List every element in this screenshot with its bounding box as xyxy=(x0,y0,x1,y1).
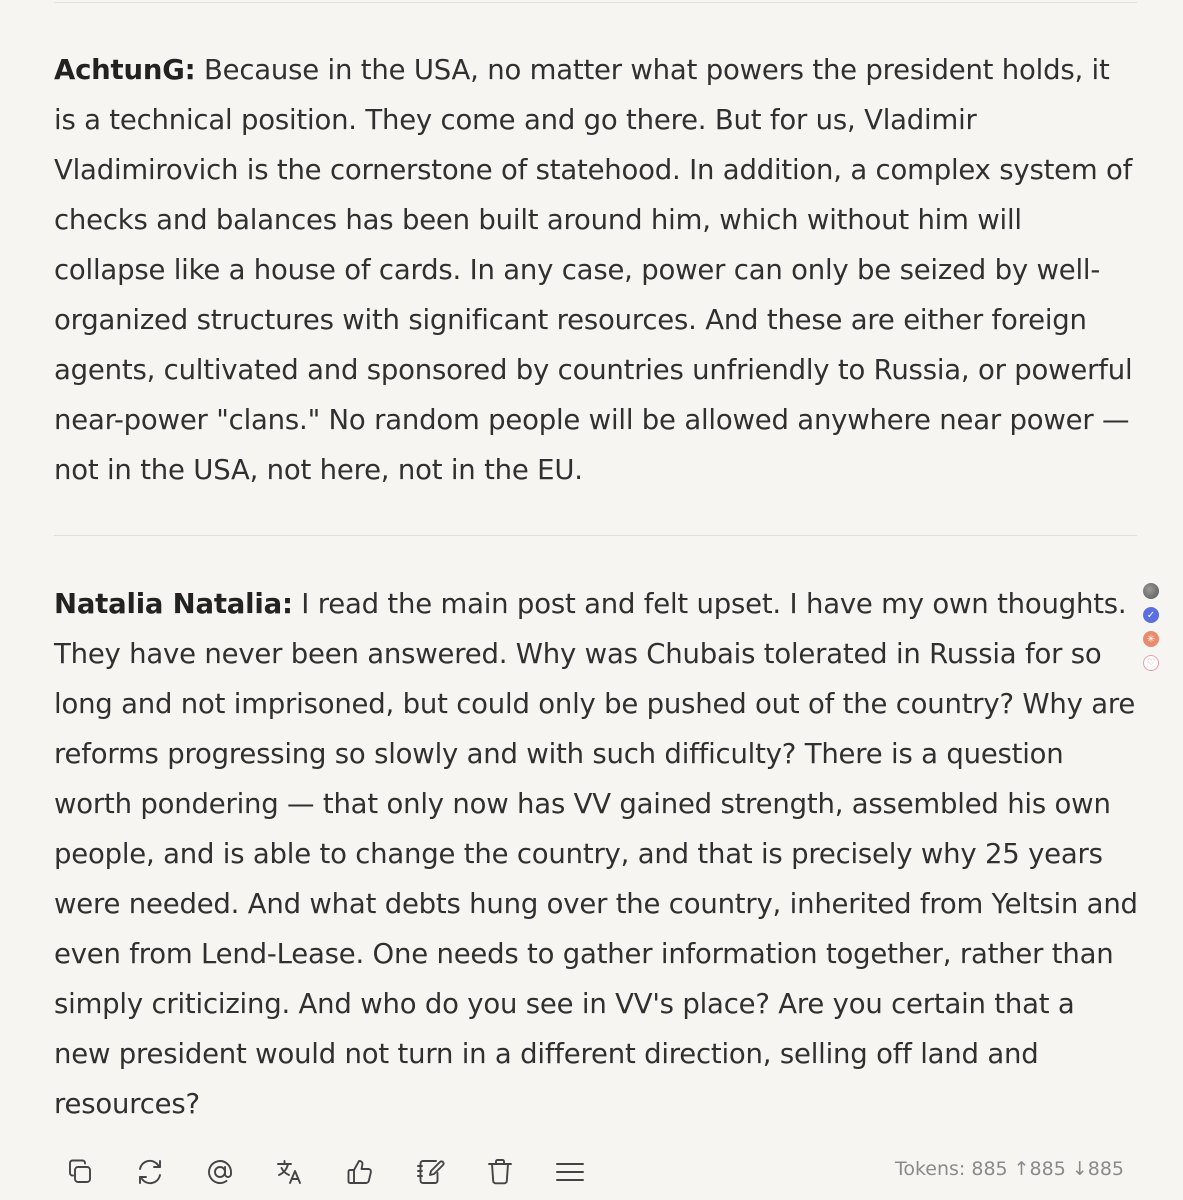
model-avatar-icon[interactable] xyxy=(1143,583,1159,599)
comment-achtung xyxy=(54,45,1138,495)
token-counter xyxy=(895,1158,1124,1180)
tokens-total: Tokens: 885 xyxy=(894,1158,1008,1180)
comment-author: AchtunG: xyxy=(54,54,196,86)
comment-text: Because in the USA, no matter what powers the president holds, it is a technical position. They come and go there. But for us, Vladimir Vladimirovich is the cornerstone of statehood. In addition, a complex system of checks and balances has been built around him, which without him will collapse like a house of cards. In any case, power can only be seized by well-organized structures with significant resources. And these are either foreign agents, cultivated and sponsored by countries unfriendly to Russia, or powerful near-power "clans." No random people will be allowed anywhere near power — not in the USA, not here, not in the EU. xyxy=(54,54,1133,486)
translate-button[interactable] xyxy=(270,1152,310,1192)
menu-button[interactable] xyxy=(550,1152,590,1192)
like-button[interactable] xyxy=(340,1152,380,1192)
edit-button[interactable] xyxy=(410,1152,450,1192)
comment-natalia xyxy=(54,579,1138,1129)
model-icons-column xyxy=(1143,583,1163,679)
delete-button[interactable] xyxy=(480,1152,520,1192)
edit-icon xyxy=(414,1156,446,1188)
tokens-up: ↑885 xyxy=(1013,1158,1066,1180)
model-heart-icon[interactable]: ♡ xyxy=(1143,655,1159,671)
copy-icon xyxy=(64,1156,96,1188)
model-spark-icon[interactable]: ✳ xyxy=(1143,631,1159,647)
regenerate-icon xyxy=(134,1156,166,1188)
model-check-icon[interactable]: ✓ xyxy=(1143,607,1159,623)
comment-author: Natalia Natalia: xyxy=(54,588,293,620)
like-icon xyxy=(344,1156,376,1188)
mention-button[interactable] xyxy=(200,1152,240,1192)
comment-divider xyxy=(54,535,1137,536)
menu-icon xyxy=(554,1156,586,1188)
comment-text: I read the main post and felt upset. I have my own thoughts. They have never been answered. Why was Chubais tolerated in Russia for so long and not imprisoned, but could only be pushed out of the country? Why are reforms progressing so slowly and with such difficulty? There is a question worth pondering — that only now has VV gained strength, assembled his own people, and is able to change the country, and that is precisely why 25 years were needed. And what debts hung over the country, inherited from Yeltsin and even from Lend-Lease. One needs to gather information together, rather than simply criticizing. And who do you see in VV's place? Are you certain that a new president would not turn in a different direction, selling off land and resources? xyxy=(54,588,1138,1120)
delete-icon xyxy=(484,1156,516,1188)
mention-icon xyxy=(204,1156,236,1188)
top-divider xyxy=(54,2,1137,3)
regenerate-button[interactable] xyxy=(130,1152,170,1192)
translate-icon xyxy=(274,1156,306,1188)
message-toolbar xyxy=(60,1150,620,1194)
tokens-down: ↓885 xyxy=(1071,1158,1124,1180)
copy-button[interactable] xyxy=(60,1152,100,1192)
